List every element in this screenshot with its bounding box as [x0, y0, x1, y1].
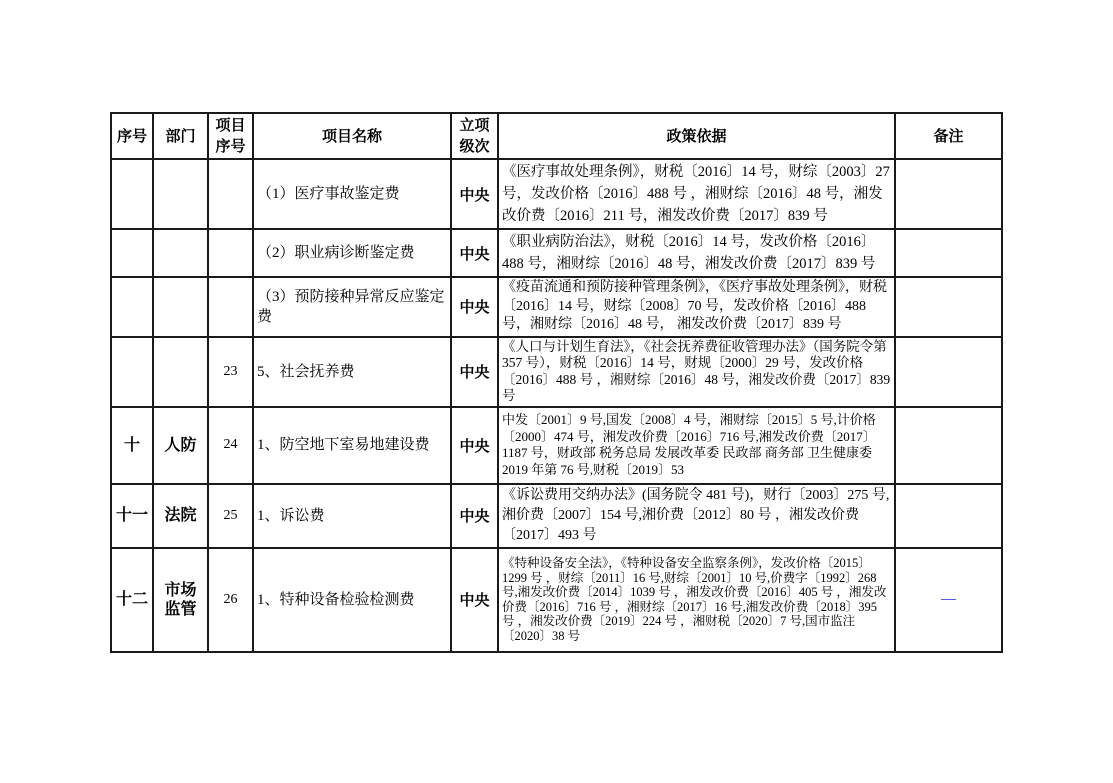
table-row — [111, 277, 1002, 337]
cell-zhengce-yiju: 《诉讼费用交纳办法》(国务院令 481 号)，财行〔2003〕275 号,湘价费〔2007〕154 号,湘价费〔2012〕80 号 ，湘发改价费〔2017〕493 号 — [498, 484, 895, 548]
header-xiangmu-mingcheng: 项目名称 — [253, 113, 451, 159]
table-row — [111, 337, 1002, 407]
cell-zhengce-yiju: 《职业病防治法》，财税〔2016〕14 号，发改价格〔2016〕488 号，湘财综〔2016〕48 号，湘发改价费〔2017〕839 号 — [498, 229, 895, 277]
cell-xuhao — [111, 337, 153, 407]
cell-zhengce-yiju: 中发〔2001〕9 号,国发〔2008〕4 号，湘财综〔2015〕5 号,计价格〔2000〕474 号，湘发改价费〔2016〕716 号,湘发改价费〔2017〕1187 号，财政部 税务总局 发展改革委 民政部 商务部 卫生健康委 2019 年第 76 号,财税〔2019〕53 — [498, 407, 895, 484]
cell-lixiang-jici: 中央 — [451, 159, 498, 229]
cell-bumen — [153, 277, 208, 337]
cell-zhengce-yiju: 《人口与计划生育法》，《社会抚养费征收管理办法》（国务院令第 357 号），财税〔2016〕14 号，财规〔2000〕29 号，发改价格〔2016〕488 号 ，湘财综〔2016〕48 号，湘发改价费〔2017〕839 号 — [498, 337, 895, 407]
cell-xiangmu-mingcheng: （1）医疗事故鉴定费 — [253, 159, 451, 229]
cell-xuhao: 十 — [111, 407, 153, 484]
cell-xiangmu-mingcheng: 5、社会抚养费 — [253, 337, 451, 407]
cell-zhengce-yiju: 《医疗事故处理条例》，财税〔2016〕14 号，财综〔2003〕27 号，发改价格〔2016〕488 号 ，湘财综〔2016〕48 号，湘发改价费〔2016〕211 号，湘发改价费〔2017〕839 号 — [498, 159, 895, 229]
table-row — [111, 159, 1002, 229]
cell-zhengce-yiju: 《疫苗流通和预防接种管理条例》，《医疗事故处理条例》，财税〔2016〕14 号，财综〔2008〕70 号，发改价格〔2016〕488 号，湘财综〔2016〕48 号， 湘发改价费〔2017〕839 号 — [498, 277, 895, 337]
header-zhengce-yiju: 政策依据 — [498, 113, 895, 159]
cell-bumen — [153, 229, 208, 277]
cell-xiangmu-xuhao: 23 — [208, 337, 253, 407]
cell-bumen — [153, 337, 208, 407]
header-bumen: 部门 — [153, 113, 208, 159]
cell-xiangmu-mingcheng: （2）职业病诊断鉴定费 — [253, 229, 451, 277]
cell-xiangmu-xuhao: 26 — [208, 548, 253, 652]
cell-xiangmu-mingcheng: 1、特种设备检验检测费 — [253, 548, 451, 652]
fee-policy-table — [110, 112, 1003, 653]
cell-bumen — [153, 159, 208, 229]
table-row — [111, 229, 1002, 277]
table-header-row — [111, 113, 1002, 159]
cell-lixiang-jici: 中央 — [451, 229, 498, 277]
cell-xiangmu-xuhao — [208, 277, 253, 337]
cell-beizhu — [895, 159, 1002, 229]
cell-beizhu — [895, 337, 1002, 407]
header-lixiang-jici: 立项级次 — [451, 113, 498, 159]
cell-beizhu — [895, 407, 1002, 484]
cell-lixiang-jici: 中央 — [451, 337, 498, 407]
cell-xiangmu-xuhao: 25 — [208, 484, 253, 548]
cell-xuhao: 十一 — [111, 484, 153, 548]
cell-bumen: 法院 — [153, 484, 208, 548]
table-row — [111, 407, 1002, 484]
cell-beizhu — [895, 229, 1002, 277]
header-xuhao: 序号 — [111, 113, 153, 159]
cell-beizhu — [895, 548, 1002, 652]
cell-beizhu — [895, 484, 1002, 548]
cell-lixiang-jici: 中央 — [451, 548, 498, 652]
cell-xiangmu-xuhao — [208, 159, 253, 229]
cell-lixiang-jici: 中央 — [451, 407, 498, 484]
cell-bumen: 人防 — [153, 407, 208, 484]
cell-xiangmu-mingcheng: （3）预防接种异常反应鉴定费 — [253, 277, 451, 337]
cell-xuhao: 十二 — [111, 548, 153, 652]
cell-xuhao — [111, 159, 153, 229]
cell-beizhu — [895, 277, 1002, 337]
table-row — [111, 548, 1002, 652]
cell-xiangmu-mingcheng: 1、防空地下室易地建设费 — [253, 407, 451, 484]
cell-xuhao — [111, 277, 153, 337]
cell-xiangmu-xuhao — [208, 229, 253, 277]
cell-xiangmu-xuhao: 24 — [208, 407, 253, 484]
cell-zhengce-yiju: 《特种设备安全法》，《特种设备安全监察条例》，发改价格〔2015〕1299 号 ，财综〔2011〕16 号,财综〔2001〕10 号,价费字〔1992〕268 号,湘发改价费〔2014〕1039 号 ，湘发改价费〔2016〕405 号 ，湘发改价费〔2016〕716 号 ，湘财综〔2017〕16 号,湘发改价费〔2018〕395 号 ，湘发改价费〔2019〕224 号 ，湘财税〔2020〕7 号,国市监注〔2020〕38 号 — [498, 548, 895, 652]
header-xiangmu-xuhao: 项目序号 — [208, 113, 253, 159]
table-row — [111, 484, 1002, 548]
header-beizhu: 备注 — [895, 113, 1002, 159]
cell-xuhao — [111, 229, 153, 277]
cell-lixiang-jici: 中央 — [451, 484, 498, 548]
cell-bumen: 市场监管 — [153, 548, 208, 652]
cell-xiangmu-mingcheng: 1、诉讼费 — [253, 484, 451, 548]
remark-dash-link[interactable]: — — [941, 591, 956, 607]
cell-lixiang-jici: 中央 — [451, 277, 498, 337]
